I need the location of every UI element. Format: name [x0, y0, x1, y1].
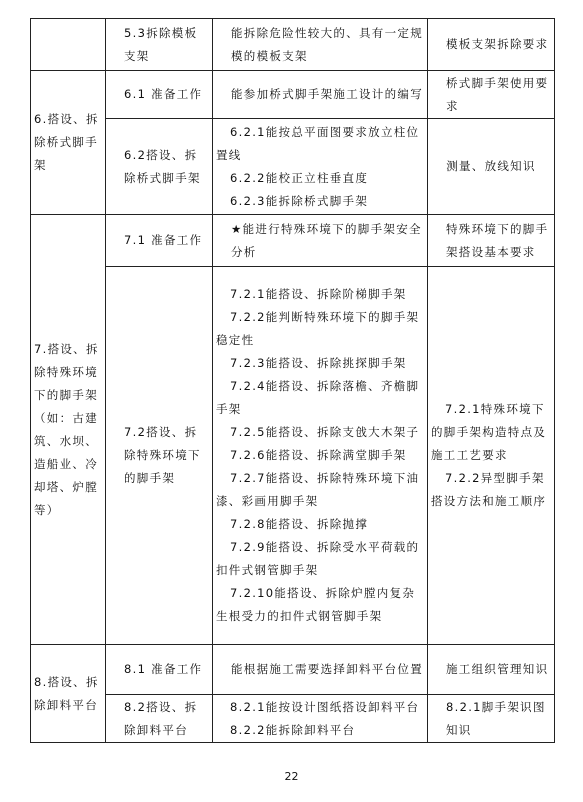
unit-cell: 6.1 准备工作: [106, 71, 213, 119]
skill-cell: ★能进行特殊环境下的脚手架安全分析: [213, 215, 428, 267]
skill-cell: 能参加桥式脚手架施工设计的编写: [213, 71, 428, 119]
skill-item: 7.2.8能搭设、拆除抛撑: [230, 517, 369, 531]
skill-item: 7.2.5能搭设、拆除支戗大木架子: [230, 425, 420, 439]
table-row: [31, 215, 555, 267]
table-row: [31, 119, 555, 215]
knowledge-item: 7.2.1特殊环境下的脚手架构造特点及施工工艺要求: [431, 402, 547, 462]
knowledge-item: 7.2.2异型脚手架搭设方法和施工顺序: [431, 471, 547, 508]
skill-list-cell: [213, 695, 428, 743]
knowledge-cell: 8.2.1脚手架识图知识: [428, 695, 555, 743]
skill-item: 7.2.6能搭设、拆除满堂脚手架: [230, 448, 407, 462]
skill-item: 7.2.1能搭设、拆除阶梯脚手架: [230, 287, 407, 301]
knowledge-cell: 桥式脚手架使用要求: [428, 71, 555, 119]
knowledge-cell: 施工组织管理知识: [428, 645, 555, 695]
skill-item: 7.2.4能搭设、拆除落檐、齐檐脚手架: [216, 379, 420, 416]
table-row: [31, 71, 555, 119]
skill-item: 6.2.2能校正立柱垂直度: [230, 170, 369, 185]
unit-cell: 8.2搭设、拆除卸料平台: [106, 695, 213, 743]
table-row: [31, 645, 555, 695]
skill-item: 7.2.2能判断特殊环境下的脚手架稳定性: [216, 310, 420, 347]
function-cell: 6.搭设、拆除桥式脚手架: [31, 71, 106, 215]
knowledge-cell: 特殊环境下的脚手架搭设基本要求: [428, 215, 555, 267]
unit-cell: 5.3拆除模板支架: [106, 19, 213, 71]
skill-item: 8.2.1能按设计图纸搭设卸料平台: [230, 699, 420, 714]
skill-item: 8.2.2能拆除卸料平台: [230, 722, 356, 737]
knowledge-cell: 测量、放线知识: [428, 119, 555, 215]
knowledge-cell: 模板支架拆除要求: [428, 19, 555, 71]
function-cell: 7.搭设、拆除特殊环境下的脚手架（如：古建筑、水坝、造船业、冷却塔、炉膛等）: [31, 215, 106, 645]
unit-cell: 7.2搭设、拆除特殊环境下的脚手架: [106, 267, 213, 645]
skill-item: 7.2.7能搭设、拆除特殊环境下油漆、彩画用脚手架: [216, 471, 420, 508]
skill-list-cell: [213, 119, 428, 215]
skill-item: 7.2.9能搭设、拆除受水平荷载的扣件式钢管脚手架: [216, 540, 420, 577]
skill-item: 7.2.3能搭设、拆除挑探脚手架: [230, 356, 407, 370]
page-number: 22: [284, 770, 299, 783]
skill-item: 6.2.3能拆除桥式脚手架: [230, 193, 369, 208]
table-row: [31, 267, 555, 645]
unit-cell: 8.1 准备工作: [106, 645, 213, 695]
skill-item: 6.2.1能按总平面图要求放立柱位置线: [216, 124, 420, 162]
skill-cell: 能拆除危险性较大的、具有一定规模的模板支架: [213, 19, 428, 71]
function-cell: 8.搭设、拆除卸料平台: [31, 645, 106, 743]
knowledge-list-cell: [428, 267, 555, 645]
unit-cell: 6.2搭设、拆除桥式脚手架: [106, 119, 213, 215]
skill-cell: 能根据施工需要选择卸料平台位置: [213, 645, 428, 695]
func-cell-empty: [31, 19, 106, 71]
table-row: [31, 19, 555, 71]
skill-list-cell: [213, 267, 428, 645]
skill-item: 7.2.10能搭设、拆除炉膛内复杂生根受力的扣件式钢管脚手架: [216, 586, 416, 623]
standards-table: [30, 18, 555, 743]
table-row: [31, 695, 555, 743]
unit-cell: 7.1 准备工作: [106, 215, 213, 267]
